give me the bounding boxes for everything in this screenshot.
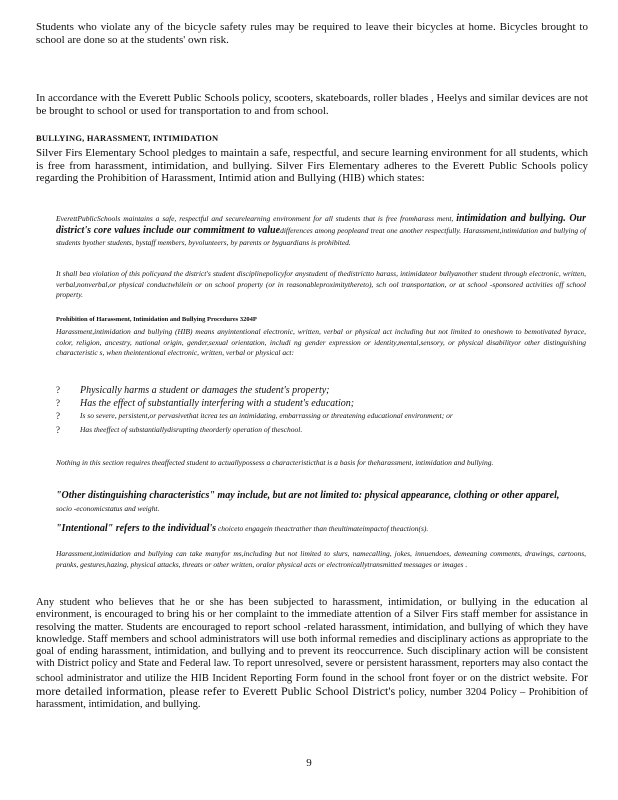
forms-of-hib: Harassment,intimidation and bullying can take manyfor ms,including but not limited to slurs, namecalling, jokes, innuendoes, demeaning comments, drawings, cartoons, pranks, gestures,hazing, physical attacks, threats or other written, oralor physical acts or electronicallytransmitted messages or images . bbox=[56, 549, 586, 569]
page-number: 9 bbox=[306, 757, 312, 769]
reporting-paragraph: Any student who believes that he or she has been subjected to harassment, intimidation, or bullying in the education al environment, is encouraged to bring his or her complaint to the immediate attention of a Silver Firs staff member for assistance in resolving the matter. Students are encouraged to report school -related harassment, intimidation, and bullying of which they have knowledge. Staff members and school administrators will use both informal remedies and disciplinary actions as appropriate to the goal of ending harassment, intimidation, and bullying and to prevent its reoccurrence. Such disciplinary action will be consistent with District policy and State and Federal law. To report unresolved, severe or persistent harassment, reporters may also contact the school administrator and utilize the HIB Incident Reporting Form found in the school front foyer or on the district website. For more detailed information, please refer to Everett Public School District's policy, number 3204 Policy – Prohibition of harassment, intimidation, and bullying. bbox=[36, 597, 589, 711]
list-item: ? Has theeffect of substantiallydisrupting theorderly operation of theschool. bbox=[56, 424, 303, 435]
policy-quote-1: EverettPublicSchools maintains a safe, respectful and securelearning environment for all students that is free fromharass ment, intimidation and bullying. Our district's core values include our commitment to valuedifferences among peopleand treat one another respectfully. Harassment,intimidation and bullying of students byother students, bystaff members, byvolunteers, by parents or byguardians is prohibited. bbox=[56, 213, 586, 247]
pledge-paragraph: Silver Firs Elementary School pledges to maintain a safe, respectful, and secure learning environment for all students, which is free from harassment, intimidation, and bullying. Silver Firs Elementary adheres to the Everett Public Schools policy regarding the Prohibition of Harassment, Intimid ation and Bullying (HIB) which states: bbox=[36, 147, 588, 184]
intentional-definition: "Intentional" refers to the individual's choiceto engagein theactrather than theultimateimpactof theaction(s). bbox=[56, 523, 429, 534]
hib-criteria-list bbox=[56, 384, 586, 435]
list-item: ? Is so severe, persistent,or pervasivethat itcrea tes an intimidating, embarrassing or threatening educational environment; or bbox=[56, 411, 453, 421]
policy-quote-2: It shall bea violation of this policyand the district's student disciplinepolicyfor anystudent of thedistrictto harass, intimidateor bullyanother student through electronic, written, verbal,nonverbal,or physical conductwhilein or on school property (or in reasonableproximitythereto), sch ool transportation, or at school -sponsored activities off school property. bbox=[56, 269, 586, 299]
list-item: ? Has the effect of substantially interfering with a student's education; bbox=[56, 398, 355, 409]
other-characteristics: "Other distinguishing characteristics" may include, but are not limited to: physical appearance, clothing or other apparel, socio -economicstatus and weight. bbox=[56, 490, 560, 513]
procedures-heading: Prohibition of Harassment, Intimidation and Bullying Procedures 3204P bbox=[56, 316, 257, 323]
transportation-devices-paragraph: In accordance with the Everett Public Schools policy, scooters, skateboards, roller blades , Heelys and similar devices are not be brought to school or used for transportation to and from school. bbox=[36, 92, 588, 117]
bicycle-rules-paragraph: Students who violate any of the bicycle safety rules may be required to leave their bicycles at home. Bicycles brought to school are done so at the students' own risk. bbox=[36, 21, 588, 46]
hib-definition: Harassment,intimidation and bullying (HIB) means anyintentional electronic, written, verbal or physical act including but not limited to oneshown to bemotivated byrace, color, religion, ancestry, national origin, gender,sexual orientation, includi ng gender expression or identity,mental,sensory, or physical disabilityor other distinguishing characteristic s, when theintentional electronic, written, verbal or physical act: bbox=[56, 327, 586, 357]
characteristic-note: Nothing in this section requires theaffected student to actuallypossess a characteristicthat is a basis for theharassment, intimidation and bullying. bbox=[56, 458, 494, 467]
section-heading: BULLYING, HARASSMENT, INTIMIDATION bbox=[36, 133, 219, 143]
list-item: ? Physically harms a student or damages the student's property; bbox=[56, 385, 330, 396]
